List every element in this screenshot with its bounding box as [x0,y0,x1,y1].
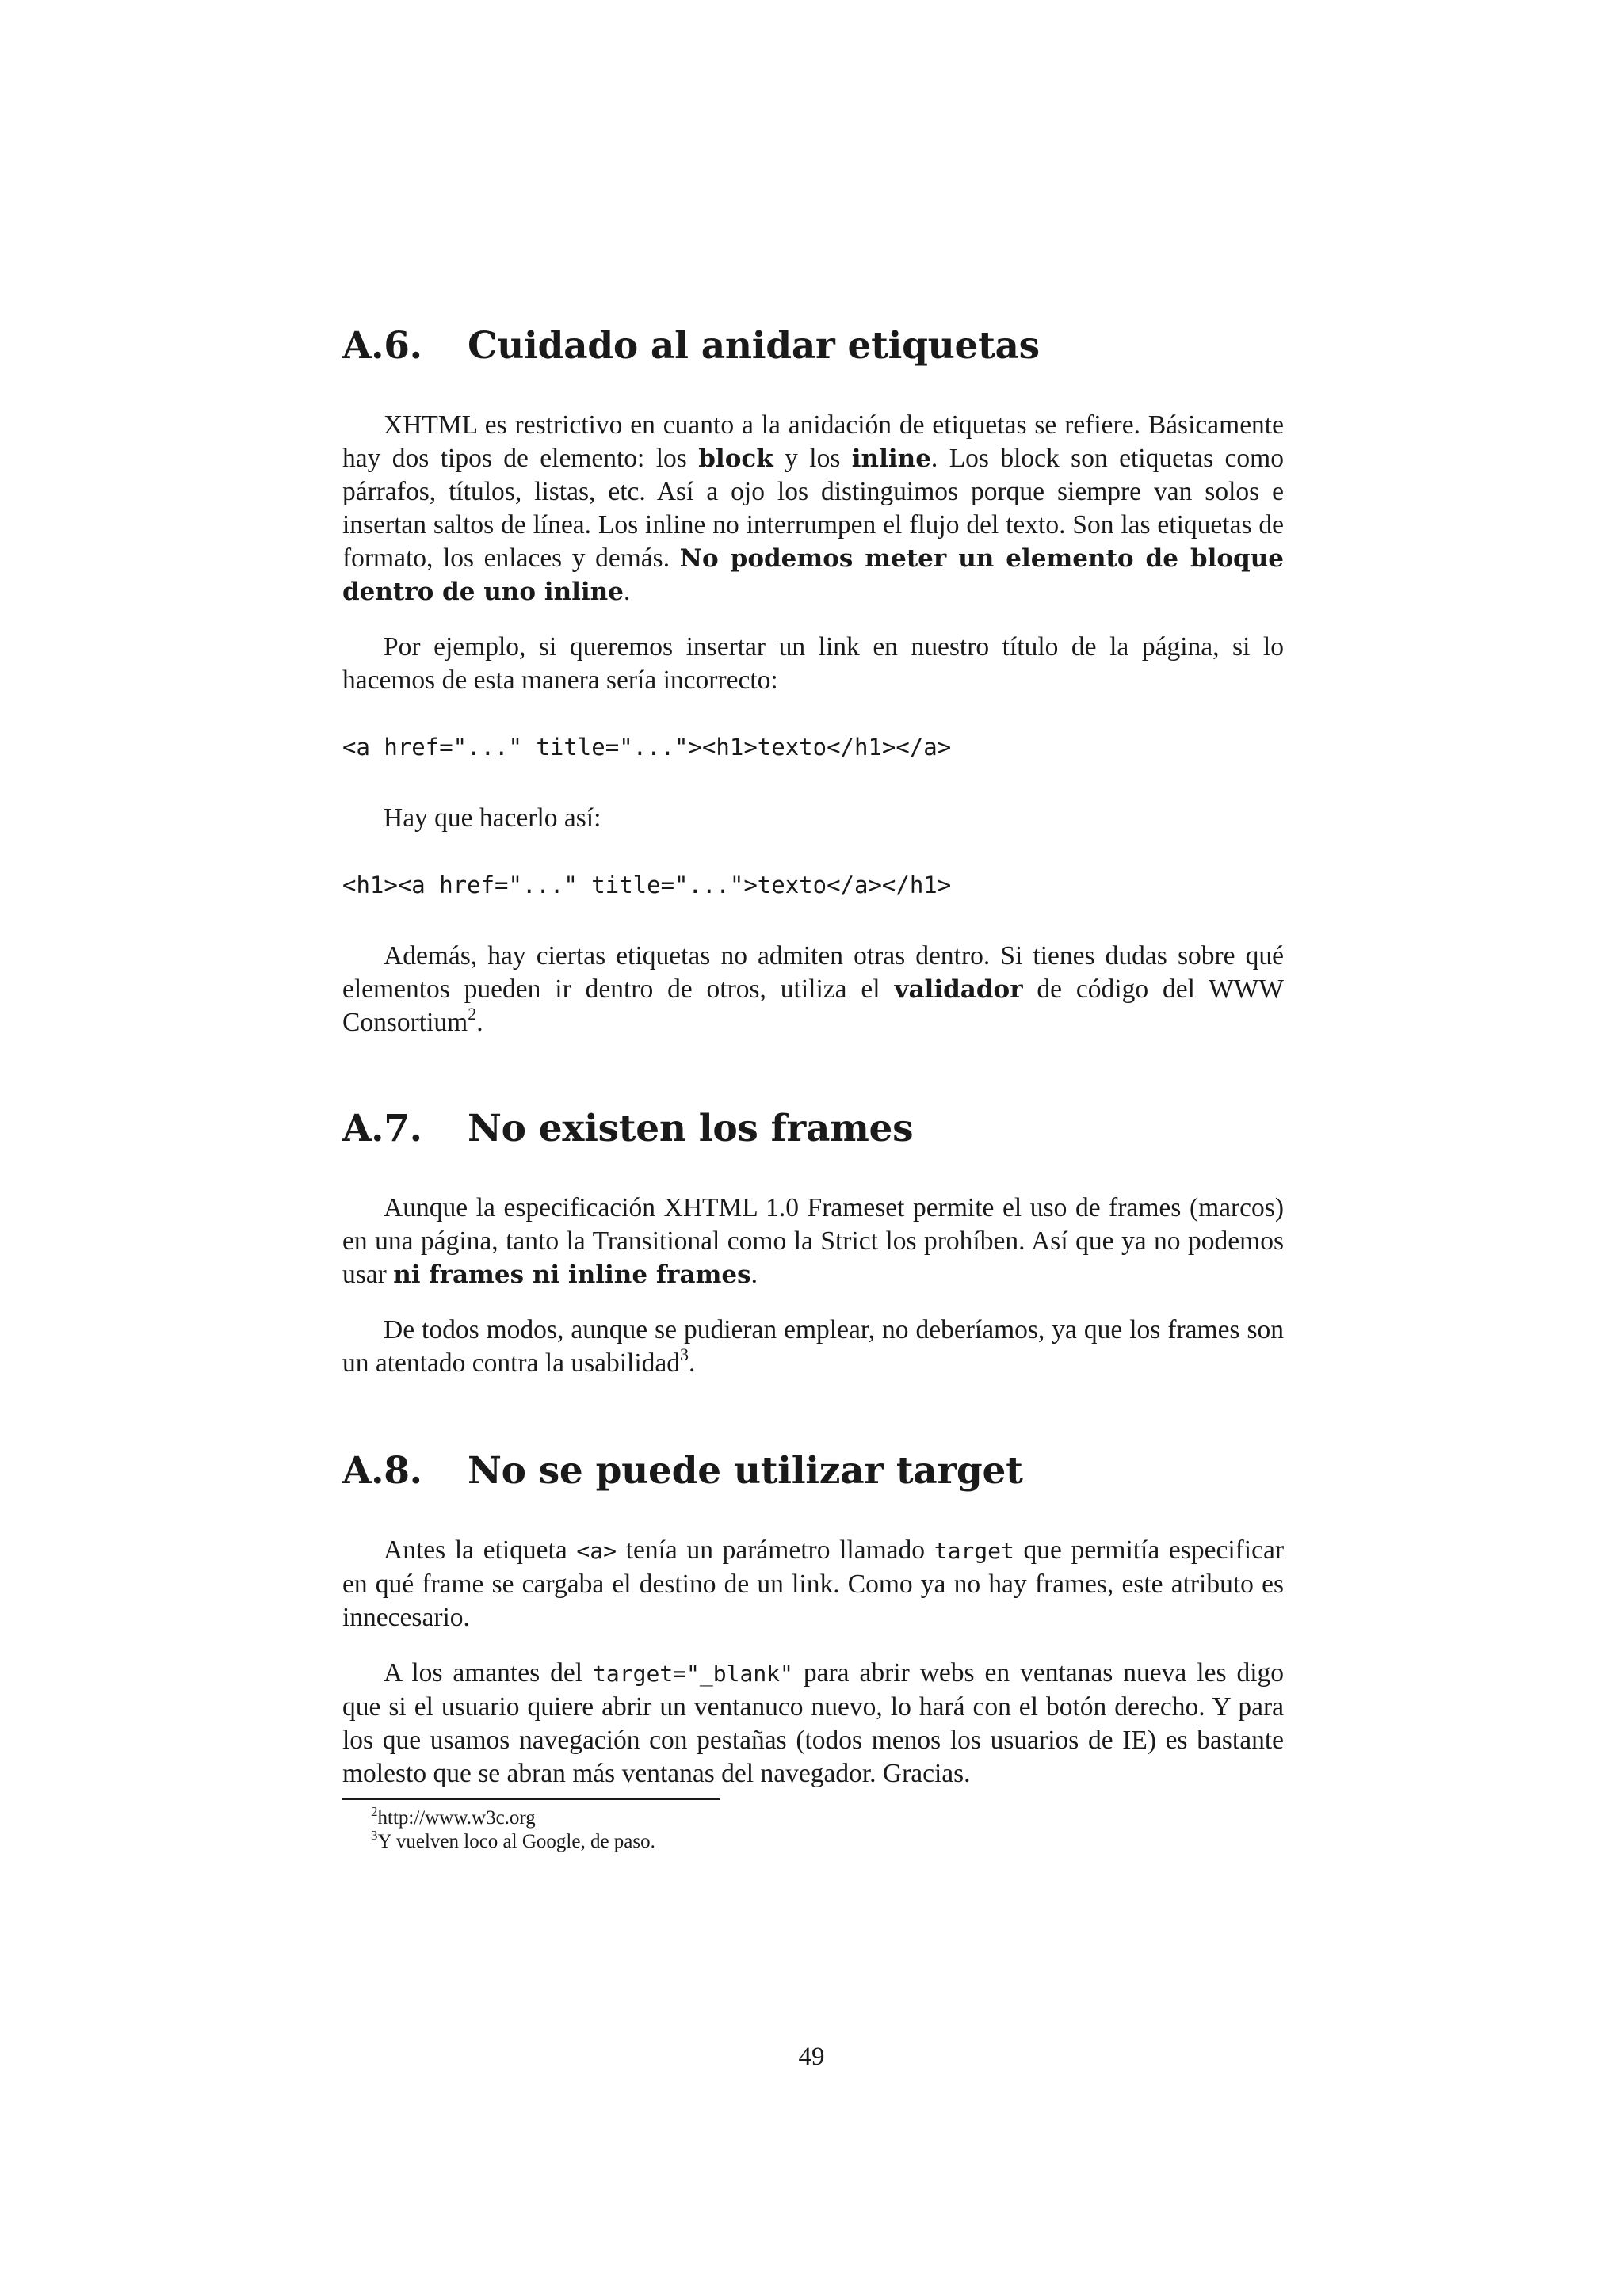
footnote-mark: 2 [371,1804,378,1819]
text-run: . [750,1260,758,1289]
text-run: . [623,577,631,606]
footnote-text: Y vuelven loco al Google, de paso. [377,1831,655,1852]
footnote-ref: 3 [680,1344,689,1364]
bold-term: validador [894,975,1023,1004]
text-run: Aunque la especificación XHTML 1.0 Frameset permite el uso de frames (marcos) en una página, tanto la Transitional como la Strict los prohíben. Así que ya no podemos usar [342,1193,1284,1289]
section-number: A.6. [342,324,422,368]
section-heading-a7 [342,1106,1284,1152]
text-run: Además, hay ciertas etiquetas no admiten otras dentro. Si tienes dudas sobre qué elementos pueden ir dentro de otros, utiliza el [342,941,1284,1004]
inline-code: target [934,1538,1014,1564]
paragraph [342,1657,1284,1791]
page-content [342,323,1284,1854]
text-run: que permitía especificar en qué frame se cargaba el destino de un link. Como ya no hay frames, este atributo es innecesario. [342,1535,1284,1632]
section-heading-a6 [342,323,1284,369]
code-example-incorrect: <a href="..." title="..."><h1>texto</h1></a> [342,734,952,761]
bold-term: ni frames ni inline frames [393,1261,751,1289]
text-run: . Los block son etiquetas como párrafos, títulos, listas, etc. Así a ojo los distinguimos porque siempre van solos e insertan saltos de línea. Los inline no interrumpen el flujo del texto. Son las etiquetas de formato, los enlaces y demás. [342,444,1284,573]
bold-term: block [698,444,773,473]
text-run: De todos modos, aunque se pudieran emplear, no deberíamos, ya que los frames son un atentado contra la usabilidad [342,1315,1284,1378]
footnote [371,1830,1284,1854]
paragraph: Por ejemplo, si queremos insertar un link en nuestro título de la página, si lo hacemos de esta manera sería incorrecto: [342,632,1284,695]
footnote-mark: 3 [371,1828,378,1843]
inline-code: <a> [576,1538,617,1564]
section-number: A.8. [342,1449,422,1493]
footnote-ref: 2 [468,1004,477,1024]
text-run: para abrir webs en ventanas nueva les digo que si el usuario quiere abrir un ventanuco nuevo, lo hará con el botón derecho. Y para los que usamos navegación con pestañas (todos menos los usuarios de IE) es bastante molesto que se abran más ventanas del navegador. Gracias. [342,1658,1285,1788]
text-run: de código del WWW Consortium [342,974,1284,1037]
text-run: XHTML es restrictivo en cuanto a la anidación de etiquetas se refiere. Básicamente hay dos tipos de elemento: los [342,410,1284,473]
footnote-rule [342,1798,720,1800]
section-heading-a8 [342,1448,1284,1494]
inline-code: target="_blank" [593,1661,793,1687]
page-number: 49 [798,2042,825,2071]
text-run: Antes la etiqueta [384,1535,577,1565]
section-number: A.7. [342,1107,422,1150]
footnotes [342,1806,1284,1854]
paragraph [342,940,1284,1039]
bold-statement: No podemos meter un elemento de bloque dentro de uno inline [342,544,1284,606]
footnote-text: http://www.w3c.org [377,1807,536,1829]
section-title: Cuidado al anidar etiquetas [468,324,1040,368]
bold-term: inline [851,444,931,473]
text-run: tenía un parámetro llamado [617,1535,934,1565]
paragraph [342,1192,1284,1291]
code-example-correct: <h1><a href="..." title="...">texto</a></h1> [342,871,952,898]
section-title: No existen los frames [468,1107,914,1150]
text-run: A los amantes del [384,1658,594,1688]
paragraph [342,409,1284,608]
text-run: . [689,1348,696,1378]
text-run: y los [773,444,852,473]
text-run: . [476,1008,483,1037]
paragraph [342,1534,1284,1634]
section-title: No se puede utilizar target [468,1449,1023,1493]
paragraph: Hay que hacerlo así: [384,803,601,833]
paragraph [342,1314,1284,1380]
footnote [371,1806,1284,1830]
